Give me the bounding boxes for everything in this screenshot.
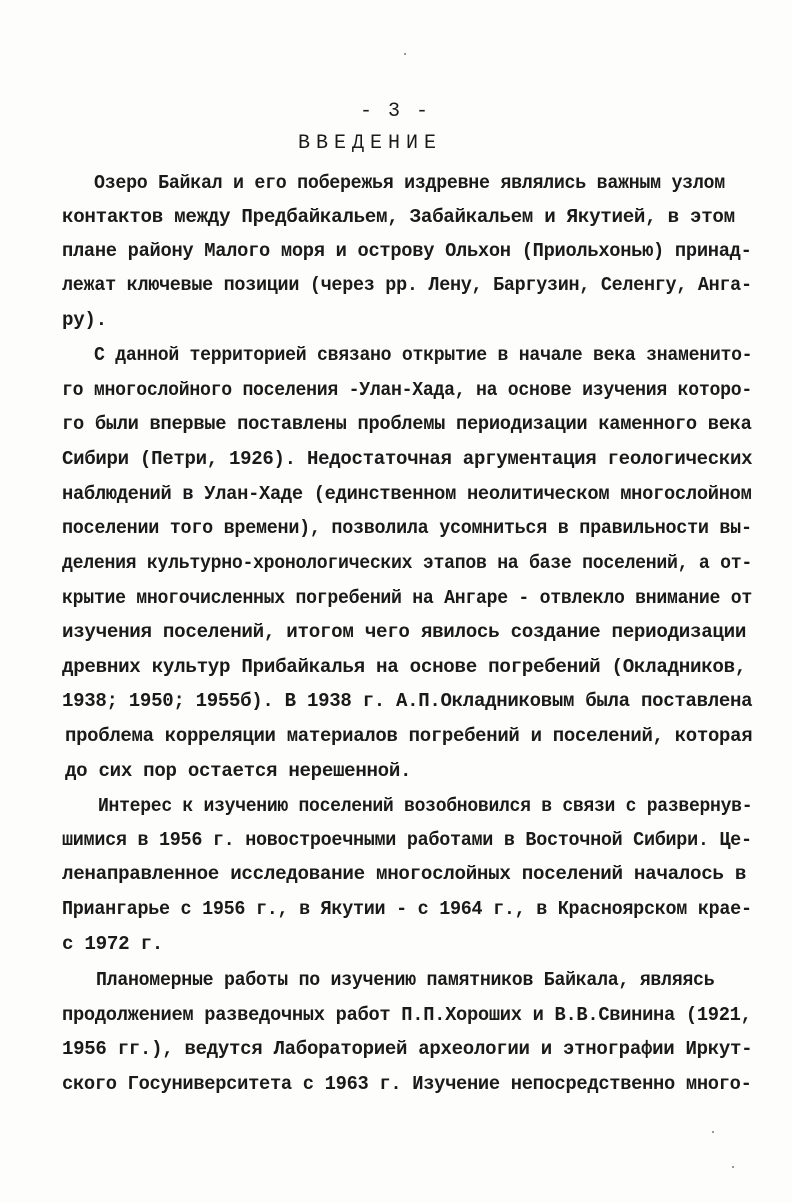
text-line: плане району Малого моря и острову Ольхон (Приольхонью) принад- xyxy=(62,240,752,262)
scan-speck xyxy=(404,53,406,55)
text-line: ру). xyxy=(62,309,107,331)
text-line: до сих пор остается нерешенной. xyxy=(65,760,412,782)
text-line: го были впервые поставлены проблемы периодизации каменного века xyxy=(62,413,752,435)
text-line: продолжением разведочных работ П.П.Хороших и В.В.Свинина (1921, xyxy=(62,1004,752,1026)
text-line: Приангарье с 1956 г., в Якутии - с 1964 г., в Красноярском крае- xyxy=(62,898,752,920)
text-line: поселении того времени), позволила усомниться в правильности вы- xyxy=(62,517,752,539)
page-number: - 3 - xyxy=(360,100,431,123)
text-line: проблема корреляции материалов погребений и поселений, которая xyxy=(65,725,753,747)
text-line: 1956 гг.), ведутся Лабораторией археологии и этнографии Иркут- xyxy=(62,1038,753,1060)
text-line: Озеро Байкал и его побережья издревне являлись важным узлом xyxy=(94,172,725,194)
text-line: с 1972 г. xyxy=(62,933,163,955)
text-line: деления культурно-хронологических этапов на базе поселений, а от- xyxy=(62,552,752,574)
section-title: ВВЕДЕНИЕ xyxy=(298,132,443,155)
text-line: ленаправленное исследование многослойных поселений началось в xyxy=(62,863,747,885)
scan-speck xyxy=(712,1131,714,1133)
text-line: лежат ключевые позиции (через рр. Лену, Баргузин, Селенгу, Анга- xyxy=(62,274,752,296)
text-line: 1938; 1950; 1955б). В 1938 г. А.П.Окладниковым была поставлена xyxy=(62,690,753,712)
text-line: контактов между Предбайкальем, Забайкальем и Якутией, в этом xyxy=(62,206,735,228)
text-line: Планомерные работы по изучению памятников Байкала, являясь xyxy=(96,969,715,991)
scan-speck xyxy=(732,1166,734,1168)
text-line: Интерес к изучению поселений возобновился в связи с развернув- xyxy=(98,795,753,817)
text-line: шимися в 1956 г. новостроечными работами в Восточной Сибири. Це- xyxy=(62,829,752,851)
text-line: изучения поселений, итогом чего явилось создание периодизации xyxy=(62,621,747,643)
text-line: наблюдений в Улан-Хаде (единственном неолитическом многослойном xyxy=(62,483,752,505)
text-line: Сибири (Петри, 1926). Недостаточная аргументация геологических xyxy=(62,448,753,470)
text-line: ского Госуниверситета с 1963 г. Изучение непосредственно много- xyxy=(62,1073,752,1095)
text-line: крытие многочисленных погребений на Ангаре - отвлекло внимание от xyxy=(62,587,752,609)
text-line: С данной территорией связано открытие в начале века знаменито- xyxy=(94,344,753,366)
text-line: древних культур Прибайкалья на основе погребений (Окладников, xyxy=(62,656,747,678)
text-line: го многослойного поселения -Улан-Хада, на основе изучения которо- xyxy=(62,379,752,401)
